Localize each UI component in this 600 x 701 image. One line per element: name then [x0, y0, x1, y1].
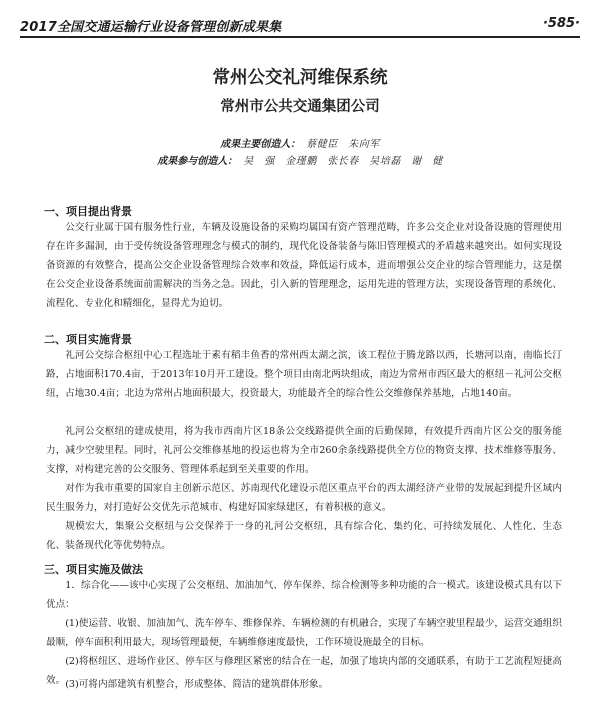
paragraph: (1)使运营、收银、加油加气、洗车停车、维修保养、车辆检测的有机融合，实现了车辆空驶里程最少，运营交通组织最顺，停车面积利用最大，现场管理最便，车辆维修速度最快，工作环境设施最全的目标。	[46, 618, 562, 648]
participant-creators-names: 吴 强 金瑾鹏 张长春 吴培磊 谢 健	[243, 156, 443, 167]
paragraph: (3)可将内部建筑有机整合，形成整体、简洁的建筑群体形象。	[65, 679, 329, 690]
running-header	[20, 14, 580, 38]
section-heading-3: 三、项目实施及做法	[44, 563, 143, 576]
participant-creators	[0, 152, 600, 167]
paragraph: 对作为我市重要的国家自主创新示范区、苏南现代化建设示范区重点平台的西太湖经济产业带的发展起到提升区域内民生服务力，对打造好公交优先示范城市、构建好国家绿建区，有着积极的意义。	[46, 483, 562, 513]
article-title: 常州公交礼河维保系统	[212, 68, 388, 88]
paragraph: (2)将枢纽区、进场作业区、停车区与修理区紧密的结合在一起，加强了地块内部的交通联系，有助于工艺流程短捷高效。	[46, 656, 562, 686]
main-creators	[0, 135, 600, 150]
main-creators-label: 成果主要创造人：	[220, 139, 301, 150]
paragraph: 礼河公交综合枢纽中心工程选址于素有稻丰鱼香的常州西太湖之滨，该工程位于腾龙路以西，长塘河以南，南临长汀路，占地面积170.4亩，于2013年10月开工建设。整个项目由南北两块组成，南边为常州市西区最大的枢纽－礼河公交枢纽，占地30.4亩；北边为常州占地面积最大，投资最大，功能最齐全的综合性公交维修保养基地，占地140亩。	[46, 350, 562, 399]
section-heading-1: 一、项目提出背景	[44, 205, 132, 218]
section-heading-2: 二、项目实施背景	[44, 333, 132, 346]
participant-creators-label: 成果参与创造人：	[157, 156, 238, 167]
paragraph: 公交行业属于国有服务性行业，车辆及设施设备的采购均属国有资产管理范畴，许多公交企业对设备设施的管理使用存在许多漏洞，由于受传统设备管理理念与模式的制约，现代化设备装备与陈旧管理模式的矛盾越来越突出。如何实现设备资源的有效整合，提高公交企业设备管理综合效率和效益，降低运行成本，进而增强公交企业的综合管理能力，这是摆在公交企业设备系统面前需解决的当务之急。因此，引入新的管理理念，运用先进的管理方法，实现设备管理的系统化、流程化、专业化和精细化，显得尤为迫切。	[46, 222, 562, 309]
paragraph: 礼河公交枢纽的建成使用，将为我市西南片区18条公交线路提供全面的后勤保障，有效提升西南片区公交的服务能力，减少空驶里程。同时，礼河公交维修基地的投运也将为全市260余条线路提供全方位的物资支撑、技术维修等服务、支撑，对构建完善的公交服务、管理体系起到至关重要的作用。	[46, 426, 562, 475]
main-creators-names: 蔡健臣 朱向军	[306, 139, 380, 150]
page-number: ·585·	[542, 16, 580, 31]
paragraph: 规模宏大，集聚公交枢纽与公交保养于一身的礼河公交枢纽，具有综合化、集约化、可持续发展化、人性化、生态化、装备现代化等优势特点。	[46, 521, 562, 551]
paragraph: 1．综合化——该中心实现了公交枢纽、加油加气、停车保养、综合检测等多种功能的合一模式。该建设模式具有以下优点：	[46, 580, 562, 610]
book-title: 2017全国交通运输行业设备管理创新成果集	[20, 20, 282, 35]
organization-name: 常州市公共交通集团公司	[220, 99, 380, 115]
